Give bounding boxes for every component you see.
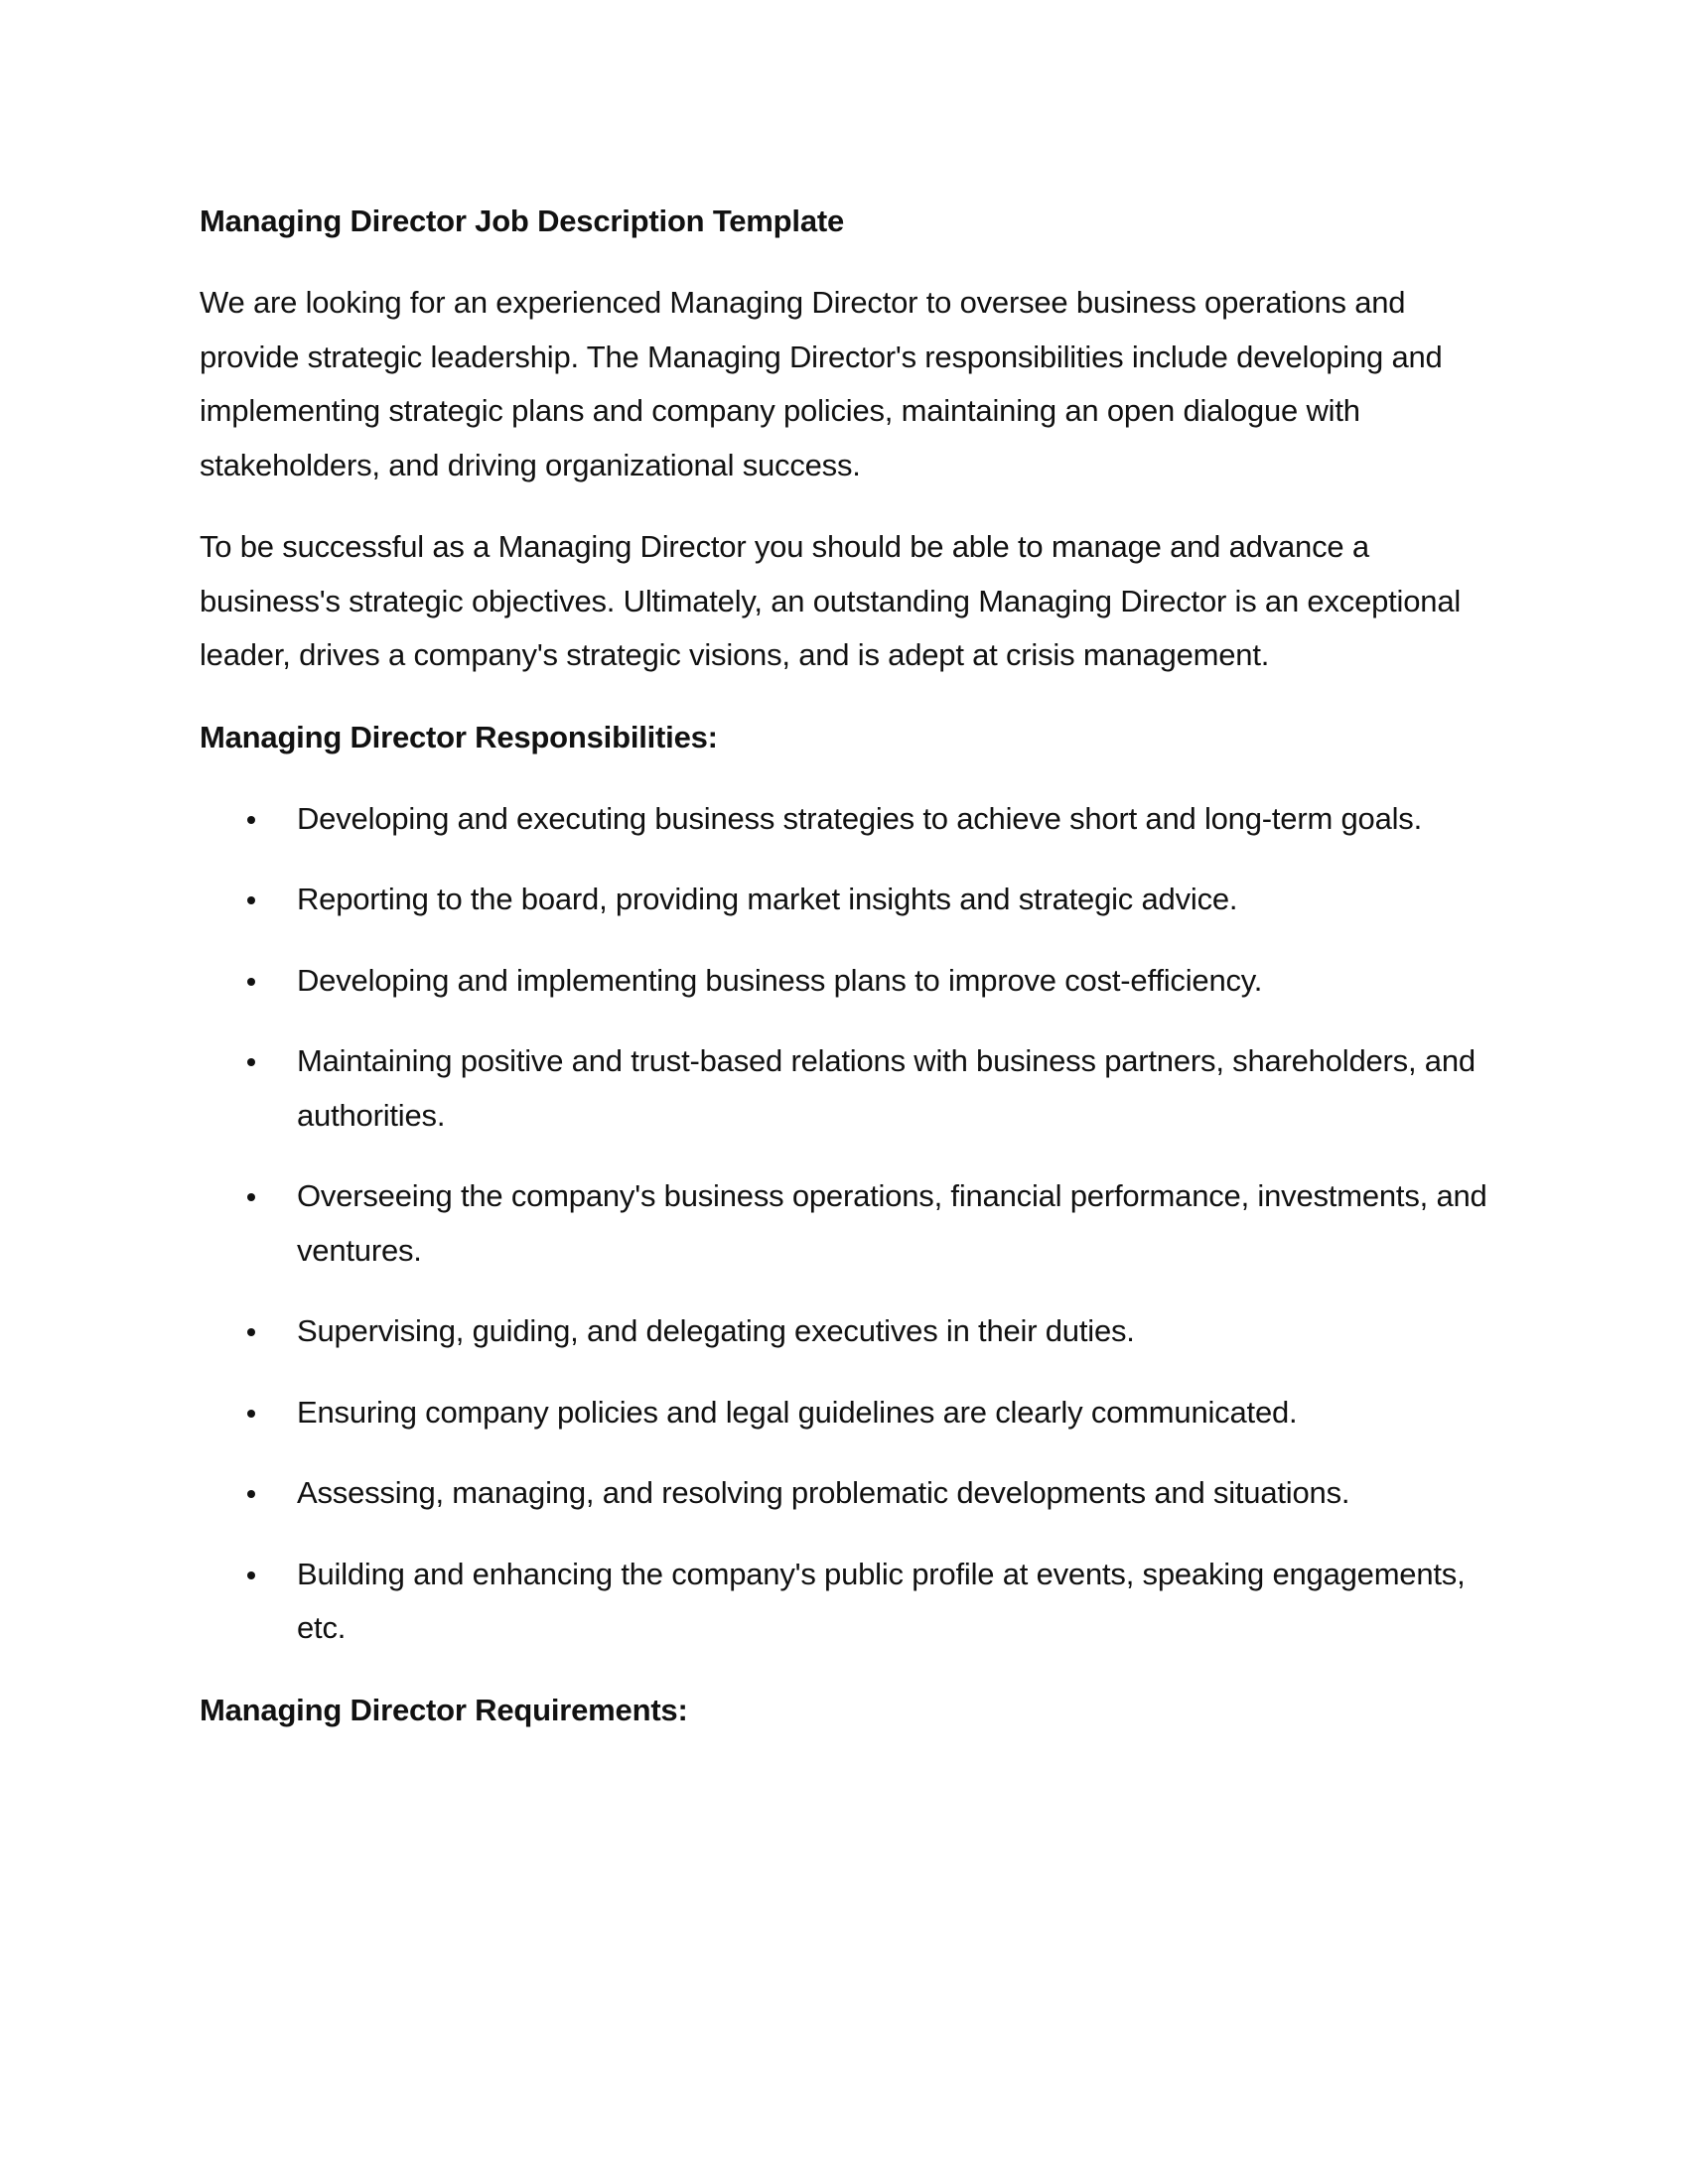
bullet-icon <box>247 816 255 824</box>
list-item-text: Overseeing the company's business operations, financial performance, investments, and ventures. <box>297 1178 1487 1268</box>
list-item <box>200 1466 1488 1521</box>
list-item <box>200 1386 1488 1440</box>
list-item-text: Supervising, guiding, and delegating executives in their duties. <box>297 1313 1135 1348</box>
list-item-text: Ensuring company policies and legal guidelines are clearly communicated. <box>297 1394 1298 1430</box>
list-item-text: Maintaining positive and trust-based relations with business partners, shareholders, and authorities. <box>297 1043 1476 1133</box>
list-item <box>200 792 1488 847</box>
list-item-text: Developing and executing business strategies to achieve short and long-term goals. <box>297 800 1423 836</box>
bullet-icon <box>247 1490 255 1498</box>
list-item-text: Developing and implementing business plans to improve cost-efficiency. <box>297 962 1263 998</box>
bullet-icon <box>247 978 255 986</box>
bullet-icon <box>247 1193 255 1201</box>
responsibilities-list <box>200 792 1490 1656</box>
list-item <box>200 1034 1488 1143</box>
list-item-text: Assessing, managing, and resolving problematic developments and situations. <box>297 1475 1350 1510</box>
bullet-icon <box>247 1410 255 1418</box>
list-item <box>200 1169 1488 1278</box>
list-item-text: Building and enhancing the company's public profile at events, speaking engagements, etc. <box>297 1556 1466 1645</box>
list-item <box>200 1548 1488 1656</box>
list-item <box>200 873 1488 927</box>
bullet-icon <box>247 1571 255 1579</box>
responsibilities-heading: Managing Director Responsibilities: <box>200 719 718 754</box>
list-item <box>200 1304 1488 1359</box>
list-item <box>200 954 1488 1009</box>
document-title: Managing Director Job Description Template <box>200 204 845 238</box>
intro-paragraph: We are looking for an experienced Managing Director to oversee business operations and provide strategic leadership. The Managing Director's responsibilities include developing and implementing strategic plans and company policies, maintaining an open dialogue with stakeholders, and driving organizational success. <box>200 285 1443 482</box>
bullet-icon <box>247 896 255 904</box>
list-item-text: Reporting to the board, providing market insights and strategic advice. <box>297 882 1238 916</box>
requirements-heading: Managing Director Requirements: <box>200 1692 688 1727</box>
intro-paragraph: To be successful as a Managing Director you should be able to manage and advance a business's strategic objectives. Ultimately, an outstanding Managing Director is an exceptional leader, drives a company's strategic visions, and is adept at crisis management. <box>200 529 1462 672</box>
bullet-icon <box>247 1058 255 1066</box>
document-body <box>200 195 1490 1765</box>
bullet-icon <box>247 1328 255 1336</box>
